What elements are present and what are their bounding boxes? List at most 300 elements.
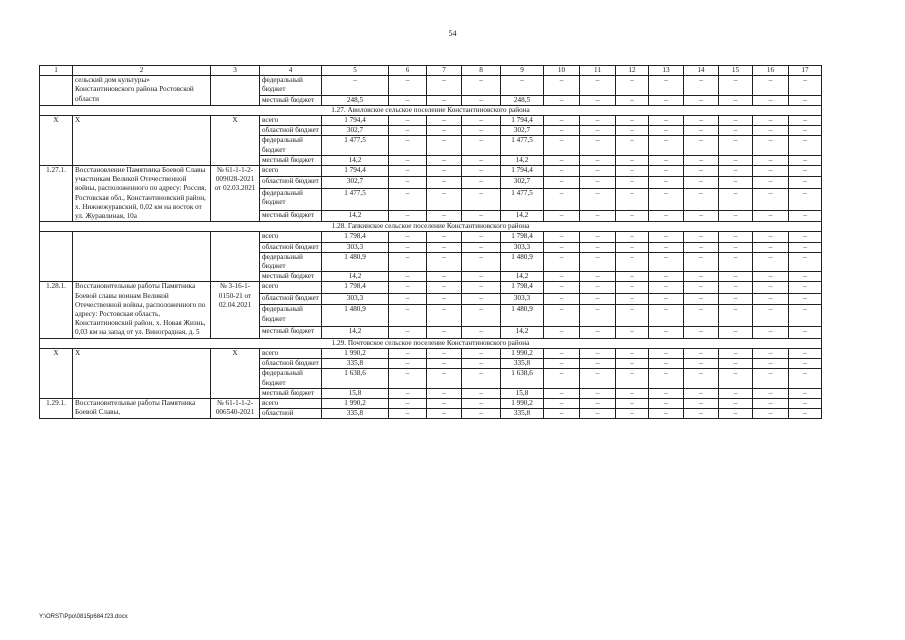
amount-cell: – <box>649 242 684 252</box>
funding-source-cell: федеральный бюджет <box>260 188 322 210</box>
amount-cell: – <box>462 116 501 126</box>
amount-cell: 15,8 <box>322 388 389 398</box>
document-number-cell: № 61-1-1-2-006540-2021 <box>211 398 260 418</box>
amount-cell: – <box>616 398 649 408</box>
funding-source-cell: областной <box>260 409 322 419</box>
amount-cell: 1 477,5 <box>322 136 389 155</box>
amount-cell: – <box>580 293 616 304</box>
item-name-cell: Восстановительные работы Памятника Боевой Славы, <box>73 398 211 418</box>
amount-cell: – <box>427 95 462 105</box>
amount-cell: – <box>649 398 684 408</box>
amount-cell: – <box>684 252 719 271</box>
funding-source-cell: местный бюджет <box>260 327 322 339</box>
amount-cell: – <box>389 126 427 136</box>
funding-source-cell: федеральный бюджет <box>260 252 322 271</box>
item-name-cell: Х <box>73 116 211 166</box>
amount-cell: – <box>389 398 427 408</box>
amount-cell: – <box>462 177 501 188</box>
document-number-cell <box>211 76 260 106</box>
table-row <box>40 166 822 177</box>
page-number: 54 <box>448 29 457 38</box>
amount-cell: – <box>753 242 789 252</box>
funding-source-cell: местный бюджет <box>260 272 322 282</box>
amount-cell: – <box>544 293 580 304</box>
section-header-row <box>40 222 822 232</box>
amount-cell: – <box>719 188 753 210</box>
funding-source-cell: федеральный бюджет <box>260 305 322 327</box>
table-row <box>40 282 822 293</box>
amount-cell: – <box>616 359 649 369</box>
amount-cell: – <box>427 136 462 155</box>
amount-cell: – <box>580 398 616 408</box>
amount-cell: – <box>580 242 616 252</box>
amount-cell: – <box>789 188 822 210</box>
amount-cell: 1 798,4 <box>501 282 544 293</box>
amount-cell: – <box>580 188 616 210</box>
amount-cell: – <box>544 242 580 252</box>
amount-cell: – <box>544 95 580 105</box>
amount-cell: – <box>389 327 427 339</box>
amount-cell: – <box>462 76 501 95</box>
item-number-cell: 1.27.1. <box>40 166 73 222</box>
amount-cell: 1 477,5 <box>501 136 544 155</box>
amount-cell: – <box>684 388 719 398</box>
amount-cell: – <box>719 155 753 165</box>
amount-cell: – <box>616 305 649 327</box>
funding-source-cell: местный бюджет <box>260 95 322 105</box>
amount-cell: – <box>649 359 684 369</box>
column-header: 13 <box>649 66 684 76</box>
amount-cell: – <box>616 293 649 304</box>
amount-cell: – <box>322 76 389 95</box>
amount-cell: 1 794,4 <box>322 116 389 126</box>
amount-cell: – <box>719 232 753 242</box>
amount-cell: – <box>427 116 462 126</box>
amount-cell: – <box>462 369 501 388</box>
amount-cell: – <box>649 116 684 126</box>
amount-cell: – <box>649 155 684 165</box>
amount-cell: 335,8 <box>501 409 544 419</box>
amount-cell: 14,2 <box>501 327 544 339</box>
amount-cell: – <box>719 116 753 126</box>
amount-cell: – <box>753 136 789 155</box>
column-header: 9 <box>501 66 544 76</box>
amount-cell: – <box>544 210 580 222</box>
amount-cell: 14,2 <box>322 272 389 282</box>
column-header: 6 <box>389 66 427 76</box>
amount-cell: – <box>580 305 616 327</box>
amount-cell: – <box>753 359 789 369</box>
amount-cell: – <box>580 359 616 369</box>
funding-source-cell: областной бюджет <box>260 242 322 252</box>
amount-cell: – <box>616 155 649 165</box>
amount-cell: – <box>684 305 719 327</box>
amount-cell: – <box>544 369 580 388</box>
column-header: 17 <box>789 66 822 76</box>
item-name-cell: Х <box>73 348 211 398</box>
amount-cell: – <box>389 155 427 165</box>
amount-cell: – <box>753 188 789 210</box>
funding-source-cell: всего <box>260 282 322 293</box>
amount-cell: – <box>544 359 580 369</box>
amount-cell: – <box>616 166 649 177</box>
amount-cell: – <box>427 272 462 282</box>
amount-cell: – <box>462 327 501 339</box>
amount-cell: – <box>462 348 501 358</box>
amount-cell: – <box>427 305 462 327</box>
section-title: 1.27. Авиловское сельское поселение Константиновского района <box>40 105 822 115</box>
funding-source-cell: местный бюджет <box>260 210 322 222</box>
amount-cell: – <box>649 305 684 327</box>
table-row <box>40 232 822 242</box>
amount-cell: 303,3 <box>322 293 389 304</box>
item-number-cell: Х <box>40 348 73 398</box>
amount-cell: – <box>789 76 822 95</box>
amount-cell: – <box>389 252 427 271</box>
amount-cell: – <box>580 327 616 339</box>
amount-cell: – <box>649 293 684 304</box>
amount-cell: – <box>501 76 544 95</box>
amount-cell: 1 798,4 <box>501 232 544 242</box>
amount-cell: – <box>719 282 753 293</box>
amount-cell: – <box>580 166 616 177</box>
amount-cell: – <box>753 398 789 408</box>
amount-cell: – <box>427 177 462 188</box>
amount-cell: – <box>427 76 462 95</box>
document-number-cell <box>211 232 260 282</box>
amount-cell: 1 794,4 <box>322 166 389 177</box>
amount-cell: – <box>719 348 753 358</box>
amount-cell: 14,2 <box>322 327 389 339</box>
funding-source-cell: всего <box>260 398 322 408</box>
amount-cell: – <box>719 242 753 252</box>
amount-cell: – <box>649 272 684 282</box>
funding-source-cell: областной бюджет <box>260 293 322 304</box>
document-number-cell: Х <box>211 348 260 398</box>
amount-cell: 14,2 <box>322 210 389 222</box>
amount-cell: 302,7 <box>501 177 544 188</box>
amount-cell: – <box>684 136 719 155</box>
amount-cell: – <box>789 155 822 165</box>
section-header-row <box>40 338 822 348</box>
amount-cell: – <box>544 282 580 293</box>
amount-cell: – <box>544 76 580 95</box>
amount-cell: – <box>616 232 649 242</box>
amount-cell: – <box>719 398 753 408</box>
amount-cell: – <box>789 409 822 419</box>
amount-cell: – <box>427 155 462 165</box>
amount-cell: 248,5 <box>322 95 389 105</box>
amount-cell: – <box>462 188 501 210</box>
amount-cell: – <box>753 305 789 327</box>
amount-cell: – <box>753 327 789 339</box>
amount-cell: – <box>649 126 684 136</box>
amount-cell: – <box>753 210 789 222</box>
column-header: 14 <box>684 66 719 76</box>
amount-cell: – <box>462 282 501 293</box>
amount-cell: – <box>753 409 789 419</box>
amount-cell: – <box>616 177 649 188</box>
funding-source-cell: местный бюджет <box>260 155 322 165</box>
amount-cell: – <box>753 95 789 105</box>
amount-cell: – <box>580 155 616 165</box>
amount-cell: – <box>580 95 616 105</box>
amount-cell: – <box>462 166 501 177</box>
amount-cell: – <box>462 305 501 327</box>
section-title: 1.29. Почтовское сельское поселение Константиновского района <box>40 338 822 348</box>
amount-cell: – <box>684 272 719 282</box>
amount-cell: – <box>389 293 427 304</box>
amount-cell: – <box>649 76 684 95</box>
amount-cell: – <box>580 409 616 419</box>
amount-cell: 1 798,4 <box>322 282 389 293</box>
amount-cell: – <box>753 293 789 304</box>
amount-cell: 1 638,6 <box>501 369 544 388</box>
amount-cell: 335,8 <box>501 359 544 369</box>
amount-cell: 1 480,9 <box>501 252 544 271</box>
amount-cell: – <box>753 155 789 165</box>
amount-cell: – <box>719 136 753 155</box>
amount-cell: – <box>544 177 580 188</box>
amount-cell: 1 480,9 <box>322 305 389 327</box>
amount-cell: – <box>753 126 789 136</box>
amount-cell: 1 990,2 <box>501 348 544 358</box>
column-header: 5 <box>322 66 389 76</box>
amount-cell: – <box>719 126 753 136</box>
amount-cell: – <box>427 232 462 242</box>
amount-cell: – <box>684 210 719 222</box>
amount-cell: – <box>389 369 427 388</box>
funding-source-cell: федеральный бюджет <box>260 136 322 155</box>
amount-cell: – <box>649 282 684 293</box>
amount-cell: – <box>789 166 822 177</box>
amount-cell: 1 477,5 <box>322 188 389 210</box>
amount-cell: – <box>427 188 462 210</box>
amount-cell: 1 990,2 <box>322 348 389 358</box>
amount-cell: – <box>580 116 616 126</box>
amount-cell: – <box>427 369 462 388</box>
amount-cell: 14,2 <box>501 210 544 222</box>
amount-cell: – <box>649 327 684 339</box>
amount-cell: – <box>580 348 616 358</box>
item-name-cell <box>73 232 211 282</box>
amount-cell: – <box>580 177 616 188</box>
amount-cell: – <box>684 95 719 105</box>
column-header: 16 <box>753 66 789 76</box>
amount-cell: 14,2 <box>501 155 544 165</box>
amount-cell: – <box>684 359 719 369</box>
amount-cell: – <box>684 166 719 177</box>
amount-cell: – <box>649 388 684 398</box>
amount-cell: 1 480,9 <box>322 252 389 271</box>
amount-cell: – <box>544 188 580 210</box>
item-number-cell: Х <box>40 116 73 166</box>
amount-cell: 15,8 <box>501 388 544 398</box>
amount-cell: – <box>389 305 427 327</box>
amount-cell: – <box>684 242 719 252</box>
amount-cell: – <box>462 409 501 419</box>
amount-cell: – <box>789 398 822 408</box>
amount-cell: – <box>719 252 753 271</box>
column-header: 15 <box>719 66 753 76</box>
funding-source-cell: всего <box>260 116 322 126</box>
amount-cell: – <box>719 76 753 95</box>
budget-table <box>39 65 822 419</box>
amount-cell: – <box>427 126 462 136</box>
amount-cell: – <box>684 327 719 339</box>
amount-cell: – <box>616 272 649 282</box>
amount-cell: – <box>753 388 789 398</box>
amount-cell: – <box>684 398 719 408</box>
funding-source-cell: областной бюджет <box>260 359 322 369</box>
amount-cell: – <box>462 210 501 222</box>
amount-cell: – <box>616 76 649 95</box>
amount-cell: – <box>719 327 753 339</box>
amount-cell: – <box>544 155 580 165</box>
amount-cell: – <box>544 272 580 282</box>
amount-cell: – <box>789 210 822 222</box>
amount-cell: – <box>462 126 501 136</box>
amount-cell: – <box>616 126 649 136</box>
section-title: 1.28. Гапкинское сельское поселение Константиновского района <box>40 222 822 232</box>
amount-cell: – <box>753 166 789 177</box>
amount-cell: – <box>649 166 684 177</box>
amount-cell: – <box>616 252 649 271</box>
amount-cell: – <box>753 348 789 358</box>
amount-cell: – <box>427 166 462 177</box>
amount-cell: – <box>616 210 649 222</box>
amount-cell: – <box>789 388 822 398</box>
amount-cell: 1 990,2 <box>322 398 389 408</box>
amount-cell: – <box>753 232 789 242</box>
amount-cell: – <box>684 76 719 95</box>
amount-cell: – <box>684 126 719 136</box>
item-number-cell: 1.28.1. <box>40 282 73 338</box>
funding-source-cell: федеральный бюджет <box>260 369 322 388</box>
funding-source-cell: всего <box>260 348 322 358</box>
amount-cell: – <box>427 327 462 339</box>
amount-cell: – <box>389 136 427 155</box>
funding-source-cell: федеральный бюджет <box>260 76 322 95</box>
amount-cell: – <box>389 166 427 177</box>
amount-cell: – <box>684 177 719 188</box>
amount-cell: 1 794,4 <box>501 116 544 126</box>
amount-cell: – <box>462 252 501 271</box>
item-number-cell <box>40 76 73 106</box>
amount-cell: – <box>753 282 789 293</box>
amount-cell: – <box>544 116 580 126</box>
amount-cell: – <box>580 252 616 271</box>
amount-cell: – <box>427 282 462 293</box>
amount-cell: – <box>462 242 501 252</box>
amount-cell: – <box>389 388 427 398</box>
item-name-cell: Восстановление Памятника Боевой Славы участникам Великой Отечественной войны, расположенного по адресу: Россия, Ростовская обл., Константиновский район, х. Нижнежуравский, 0,02 км на восток от ул. Журавлиная, 10а <box>73 166 211 222</box>
column-header: 3 <box>211 66 260 76</box>
amount-cell: – <box>719 359 753 369</box>
amount-cell: – <box>427 409 462 419</box>
section-header-row <box>40 105 822 115</box>
amount-cell: – <box>684 282 719 293</box>
item-number-cell <box>40 232 73 282</box>
amount-cell: – <box>719 95 753 105</box>
footer-file-path: Y:\ORST\Ppo\0815p684.f23.docx <box>39 614 128 620</box>
amount-cell: – <box>544 136 580 155</box>
amount-cell: – <box>580 76 616 95</box>
amount-cell: – <box>789 177 822 188</box>
amount-cell: – <box>789 293 822 304</box>
amount-cell: – <box>580 136 616 155</box>
amount-cell: – <box>544 409 580 419</box>
amount-cell: – <box>462 232 501 242</box>
amount-cell: – <box>649 136 684 155</box>
amount-cell: – <box>544 398 580 408</box>
amount-cell: – <box>580 282 616 293</box>
table-row <box>40 398 822 408</box>
amount-cell: 1 480,9 <box>501 305 544 327</box>
amount-cell: – <box>649 210 684 222</box>
amount-cell: – <box>389 409 427 419</box>
amount-cell: – <box>719 388 753 398</box>
amount-cell: – <box>789 272 822 282</box>
amount-cell: – <box>427 359 462 369</box>
amount-cell: – <box>427 398 462 408</box>
amount-cell: – <box>789 282 822 293</box>
amount-cell: – <box>616 188 649 210</box>
amount-cell: – <box>649 348 684 358</box>
amount-cell: – <box>616 409 649 419</box>
amount-cell: – <box>789 126 822 136</box>
amount-cell: – <box>649 409 684 419</box>
amount-cell: – <box>789 232 822 242</box>
amount-cell: – <box>719 272 753 282</box>
amount-cell: – <box>389 242 427 252</box>
funding-source-cell: областной бюджет <box>260 177 322 188</box>
amount-cell: – <box>427 348 462 358</box>
document-number-cell: № 61-1-1-2-009028-2021 от 02.03.2021 <box>211 166 260 222</box>
amount-cell: 302,7 <box>501 126 544 136</box>
amount-cell: 14,2 <box>501 272 544 282</box>
amount-cell: – <box>649 369 684 388</box>
table-row <box>40 116 822 126</box>
amount-cell: – <box>462 272 501 282</box>
amount-cell: 1 990,2 <box>501 398 544 408</box>
amount-cell: – <box>719 177 753 188</box>
column-header: 8 <box>462 66 501 76</box>
amount-cell: 1 638,6 <box>322 369 389 388</box>
amount-cell: 303,3 <box>501 293 544 304</box>
amount-cell: – <box>753 76 789 95</box>
amount-cell: – <box>789 305 822 327</box>
amount-cell: – <box>789 348 822 358</box>
amount-cell: – <box>649 177 684 188</box>
column-header: 1 <box>40 66 73 76</box>
amount-cell: – <box>719 409 753 419</box>
amount-cell: – <box>616 136 649 155</box>
amount-cell: – <box>753 252 789 271</box>
column-header: 2 <box>73 66 211 76</box>
amount-cell: – <box>684 348 719 358</box>
amount-cell: – <box>462 95 501 105</box>
amount-cell: – <box>616 95 649 105</box>
amount-cell: – <box>616 327 649 339</box>
amount-cell: – <box>684 369 719 388</box>
amount-cell: – <box>789 136 822 155</box>
amount-cell: 303,3 <box>322 242 389 252</box>
amount-cell: – <box>427 252 462 271</box>
column-header: 12 <box>616 66 649 76</box>
amount-cell: – <box>427 388 462 398</box>
amount-cell: – <box>544 252 580 271</box>
